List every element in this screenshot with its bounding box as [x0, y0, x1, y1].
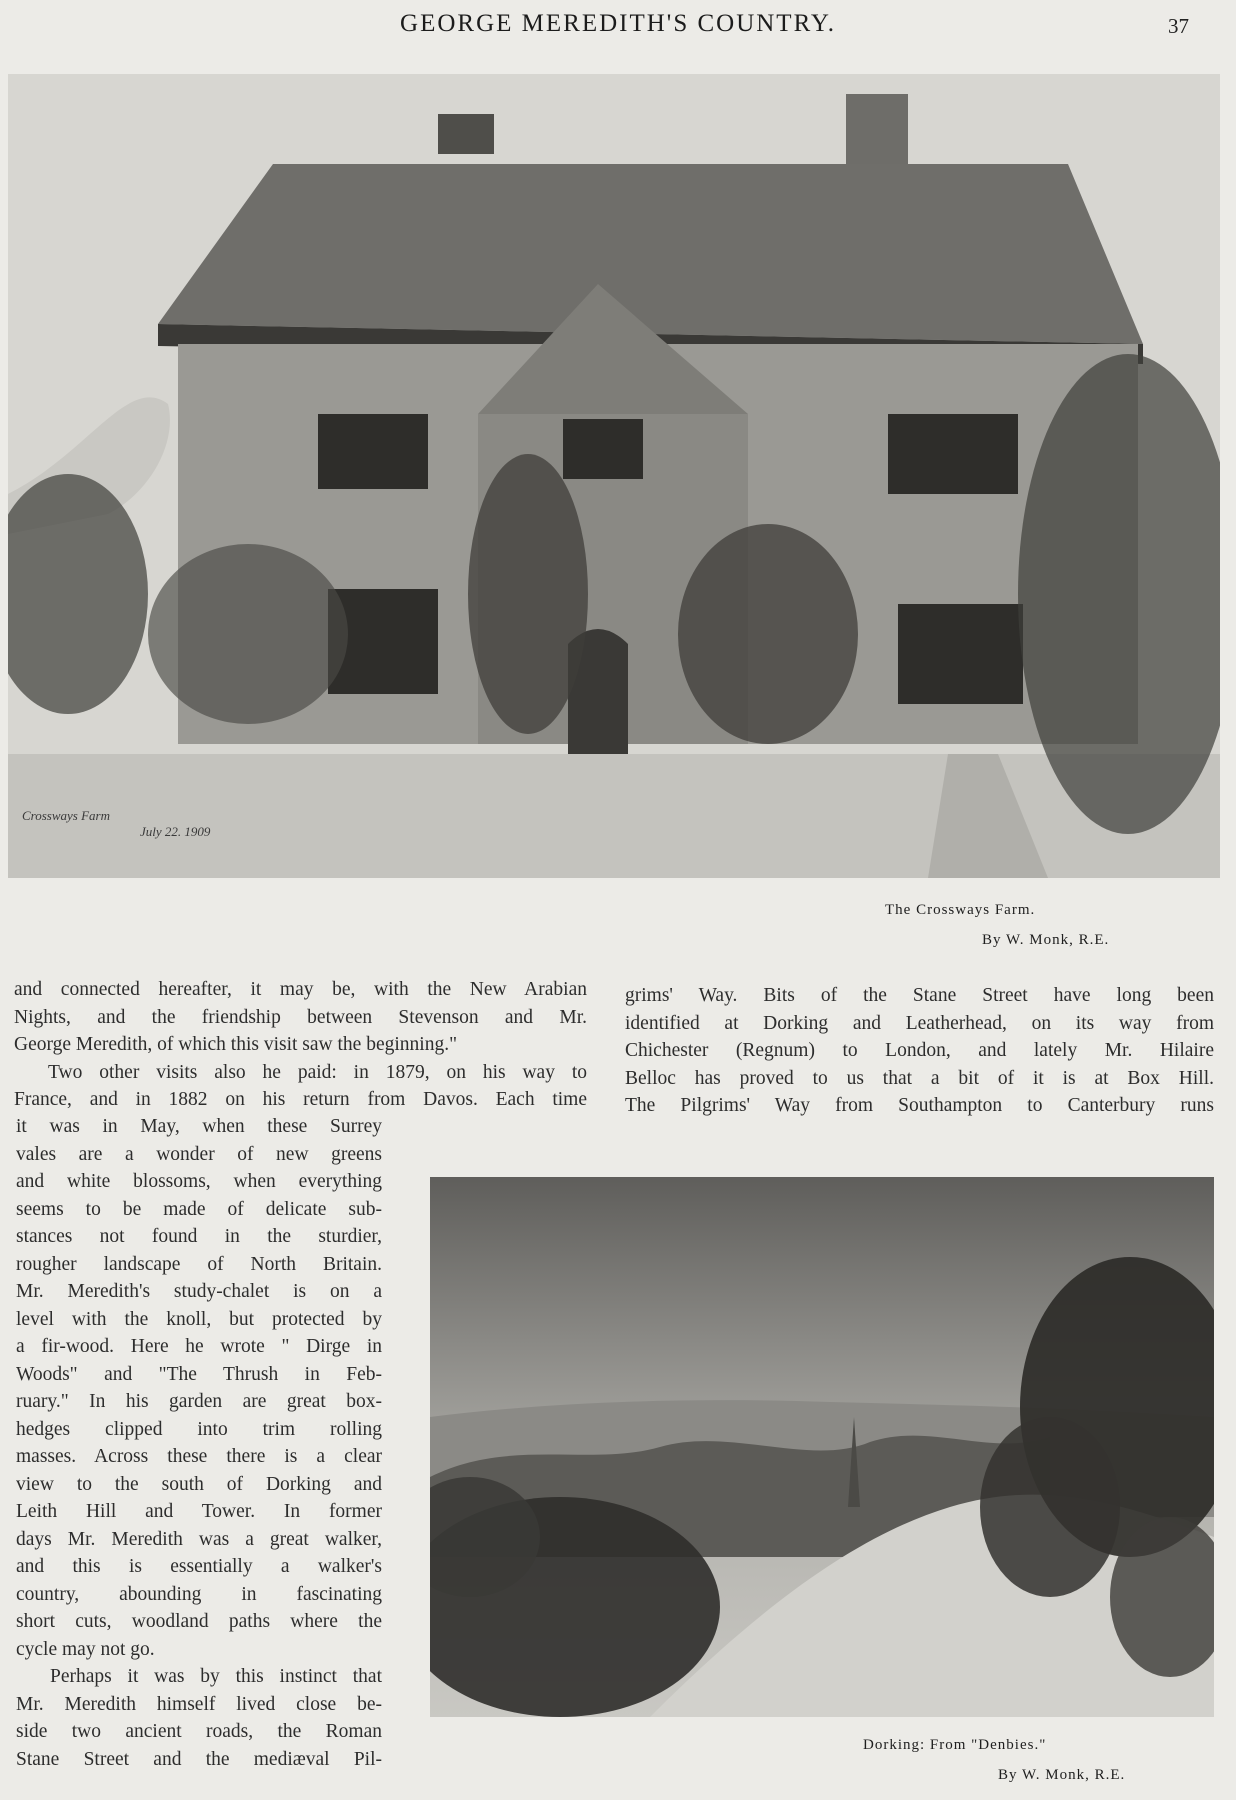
text-line: Mr. Meredith's study-chalet is on a — [16, 1281, 382, 1302]
text-line: vales are a wonder of new greens — [16, 1143, 382, 1165]
text-line: days Mr. Meredith was a great walker, — [16, 1528, 382, 1550]
text-line: level with the knoll, but protected by — [16, 1308, 382, 1330]
text-line: Mr. Meredith himself lived close be- — [16, 1693, 382, 1715]
text-line: rougher landscape of North Britain. — [16, 1253, 382, 1275]
text-line: Woods" and "The Thrush in Feb- — [16, 1363, 382, 1385]
page-number: 37 — [1168, 14, 1189, 38]
text-line: cycle may not go. — [16, 1638, 155, 1660]
figure-2-credit: By W. Monk, R.E. — [998, 1767, 1126, 1783]
text-line: George Meredith, of which this visit saw the beginning." — [14, 1034, 458, 1055]
text-line: short cuts, woodland paths where the — [16, 1611, 382, 1632]
text-line: Leith Hill and Tower. In former — [16, 1501, 382, 1522]
text-line: country, abounding in fascinating — [16, 1583, 382, 1605]
left-column-narrow-paragraph — [16, 1113, 382, 1773]
figure-1-caption: The Crossways Farm. — [885, 902, 1036, 918]
text-line: France, and in 1882 on his return from Davos. Each time — [14, 1089, 587, 1110]
text-line: and this is essentially a walker's — [16, 1556, 382, 1577]
text-line: and white blossoms, when everything — [16, 1171, 382, 1192]
left-column-top-paragraph — [14, 976, 587, 1114]
text-line: and connected hereafter, it may be, with the New Arabian — [14, 979, 587, 1000]
figure-1-date-inscription: July 22. 1909 — [140, 824, 211, 839]
text-line: a fir-wood. Here he wrote " Dirge in — [16, 1336, 382, 1357]
text-line: Belloc has proved to us that a bit of it is at Box Hill. — [625, 1067, 1214, 1089]
text-line: masses. Across these there is a clear — [16, 1446, 382, 1467]
text-line: stances not found in the sturdier, — [16, 1226, 382, 1247]
figure-2-caption: Dorking: From "Denbies." — [863, 1737, 1047, 1753]
text-line: identified at Dorking and Leatherhead, on its way from — [625, 1012, 1214, 1034]
figure-1-credit: By W. Monk, R.E. — [982, 932, 1110, 948]
text-line: view to the south of Dorking and — [16, 1473, 382, 1495]
figure-1-inscription: Crossways Farm — [22, 808, 111, 823]
text-line: ruary." In his garden are great box- — [16, 1391, 382, 1412]
text-line: hedges clipped into trim rolling — [16, 1418, 382, 1440]
text-line: Stane Street and the mediæval Pil- — [16, 1748, 382, 1770]
crossways-farm-illustration — [8, 74, 1220, 878]
text-line: Chichester (Regnum) to London, and lately Mr. Hilaire — [625, 1040, 1214, 1061]
text-line: Nights, and the friendship between Stevenson and Mr. — [14, 1006, 587, 1028]
text-line: The Pilgrims' Way from Southampton to Canterbury runs — [625, 1095, 1214, 1116]
text-line: grims' Way. Bits of the Stane Street have long been — [625, 985, 1214, 1006]
text-line: seems to be made of delicate sub- — [16, 1198, 382, 1220]
page-header-title: GEORGE MEREDITH'S COUNTRY. — [400, 10, 836, 37]
right-column-paragraph — [625, 982, 1214, 1120]
text-line: it was in May, when these Surrey — [16, 1116, 382, 1137]
text-line: Two other visits also he paid: in 1879, on his way to — [48, 1061, 587, 1083]
dorking-landscape-illustration — [430, 1177, 1214, 1717]
text-line: Perhaps it was by this instinct that — [50, 1666, 382, 1687]
text-line: side two ancient roads, the Roman — [16, 1721, 382, 1742]
